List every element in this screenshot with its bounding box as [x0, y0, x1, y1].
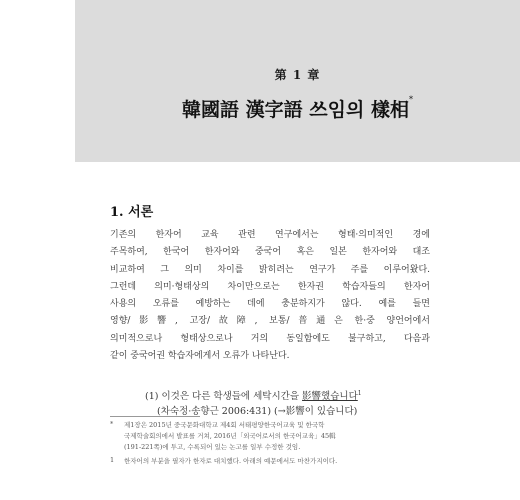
footnote-line: (191-221쪽)에 투고, 수록되어 있는 논고를 일부 수정한 것임.: [124, 443, 301, 451]
body-paragraph: [110, 227, 430, 365]
footnote-divider: [110, 416, 200, 417]
body-line: 비교하여 그 의미 차이를 밝히려는 연구가 주를 이루어왔다.: [110, 264, 430, 275]
example-prefix: (1) 이것은 다른 학생들에 세탁시간을: [145, 391, 303, 403]
title-note-mark: *: [408, 95, 413, 104]
body-line: 그런데 의미·형태상의 차이만으로는 한자권 학습자들의 한자어: [110, 281, 430, 292]
body-line: 의미적으로나 형태상으로나 거의 동일함에도 불구하고, 다음과: [110, 333, 430, 344]
body-line: 사용의 오류를 예방하는 데에 충분하지가 않다. 예를 들면: [110, 299, 430, 310]
body-line: 주목하여, 한국어 한자어와 중국어 혹은 일본 한자어와 대조: [110, 247, 430, 258]
body-line: 기존의 한자어 교육 관련 연구에서는 형태·의미적인 경에: [110, 230, 430, 240]
footnote-text: [124, 456, 430, 467]
footnote-mark: *: [110, 420, 114, 428]
section-heading: 1. 서론: [110, 205, 154, 220]
example-footnote-mark: 1: [357, 390, 362, 397]
footnotes: [110, 420, 430, 470]
footnote-mark: 1: [110, 456, 115, 464]
example-line: [145, 386, 362, 404]
footnote-line: 제1장은 2015년 중국문화대학교 제4회 서태평양한국어교육 및 한국학: [124, 421, 325, 429]
footnote-line: 국제학술회의에서 발표를 거쳐, 2016년「외국어로서의 한국어교육」45輯: [124, 432, 336, 440]
chapter-title: [75, 95, 520, 122]
example-underlined: 影響했습니다: [302, 391, 358, 403]
footnote: [110, 456, 430, 467]
chapter-title-text: 韓國語 漢字語 쓰임의 樣相: [182, 99, 409, 121]
example-sentence: [145, 386, 362, 419]
chapter-number: 第 1 章: [274, 68, 321, 82]
chapter-banner: [75, 0, 520, 162]
footnote: [110, 420, 430, 453]
footnote-text: [124, 420, 430, 453]
body-line: 영향/影響, 고장/故障, 보통/普通은 한·중 양언어에서: [110, 316, 430, 327]
footnote-line: 한자어의 부분을 필자가 한자로 대치했다. 아래의 예문에서도 마찬가지이다.: [124, 457, 338, 465]
body-line: 같이 중국어권 학습자에게서 오류가 나타난다.: [110, 351, 290, 362]
example-source: (차숙정·송향근 2006:431) (→影響이 있습니다): [157, 406, 358, 418]
